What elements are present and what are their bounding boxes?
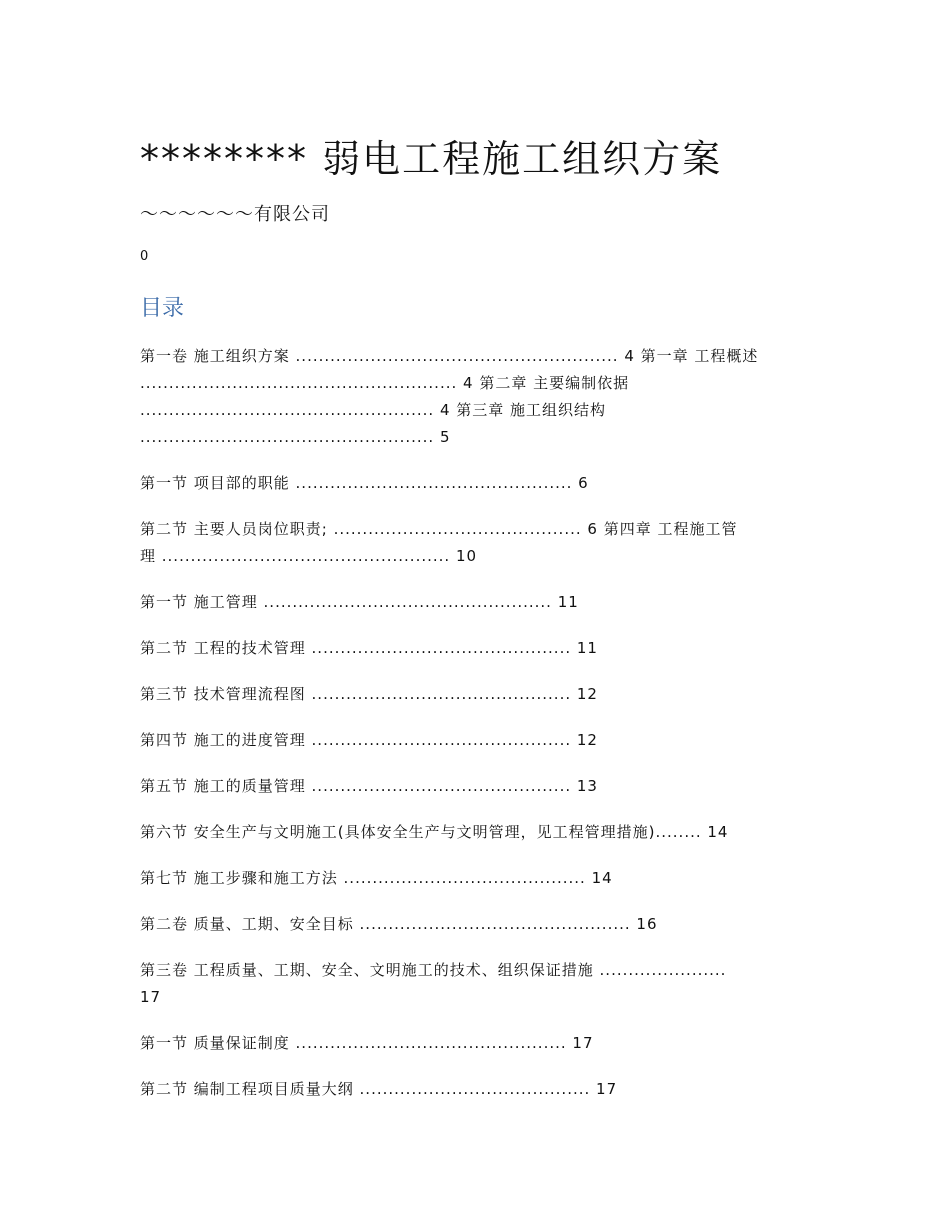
toc-line[interactable]: 理 .................................................. 10 xyxy=(140,547,478,565)
company-name: ～～～～～～有限公司 xyxy=(140,204,330,225)
toc-line[interactable]: ....................................................... 4 第二章 主要编制依据 xyxy=(140,374,630,392)
toc-entry[interactable]: 第二节 工程的技术管理 ............................................. 11 xyxy=(140,639,598,657)
toc-line[interactable]: 第一卷 施工组织方案 ........................................................ 4 第一章 工程概述 xyxy=(140,347,759,365)
toc-entry[interactable]: 第四节 施工的进度管理 ............................................. 12 xyxy=(140,731,598,749)
page-marker: 0 xyxy=(140,249,149,264)
toc-entry[interactable]: 第一节 项目部的职能 ................................................ 6 xyxy=(140,474,589,492)
toc-line[interactable]: ................................................... 4 第三章 施工组织结构 xyxy=(140,401,607,419)
toc-entry[interactable]: 第七节 施工步骤和施工方法 .......................................... 14 xyxy=(140,869,613,887)
toc-entry[interactable]: 第一节 质量保证制度 ............................................... 17 xyxy=(140,1034,594,1052)
toc-entry[interactable]: 第二节 编制工程项目质量大纲 ........................................ 17 xyxy=(140,1080,618,1098)
toc-entry[interactable]: 第五节 施工的质量管理 ............................................. 13 xyxy=(140,777,598,795)
toc-line[interactable]: 第三卷 工程质量、工期、安全、文明施工的技术、组织保证措施 ...................... xyxy=(140,961,727,979)
toc-entry[interactable]: 第二卷 质量、工期、安全目标 ............................................... 16 xyxy=(140,915,658,933)
toc-entry[interactable]: 第六节 安全生产与文明施工(具体安全生产与文明管理，见工程管理措施)........ 14 xyxy=(140,823,729,841)
document-title: ******** 弱电工程施工组织方案 xyxy=(140,137,723,181)
toc-entry-volume1-block[interactable] xyxy=(140,343,812,451)
toc-entry-chapter4-block[interactable] xyxy=(140,516,812,570)
toc-line[interactable]: 17 xyxy=(140,988,162,1006)
toc-line[interactable]: 第二节 主要人员岗位职责; ........................................... 6 第四章 工程施工管 xyxy=(140,520,738,538)
toc-entry[interactable]: 第一节 施工管理 .................................................. 11 xyxy=(140,593,579,611)
toc-line[interactable]: ................................................... 5 xyxy=(140,428,451,446)
toc-entry[interactable]: 第三节 技术管理流程图 ............................................. 12 xyxy=(140,685,598,703)
table-of-contents xyxy=(140,343,812,1122)
toc-entry-volume3-block[interactable] xyxy=(140,957,812,1011)
toc-heading: 目录 xyxy=(140,296,185,321)
